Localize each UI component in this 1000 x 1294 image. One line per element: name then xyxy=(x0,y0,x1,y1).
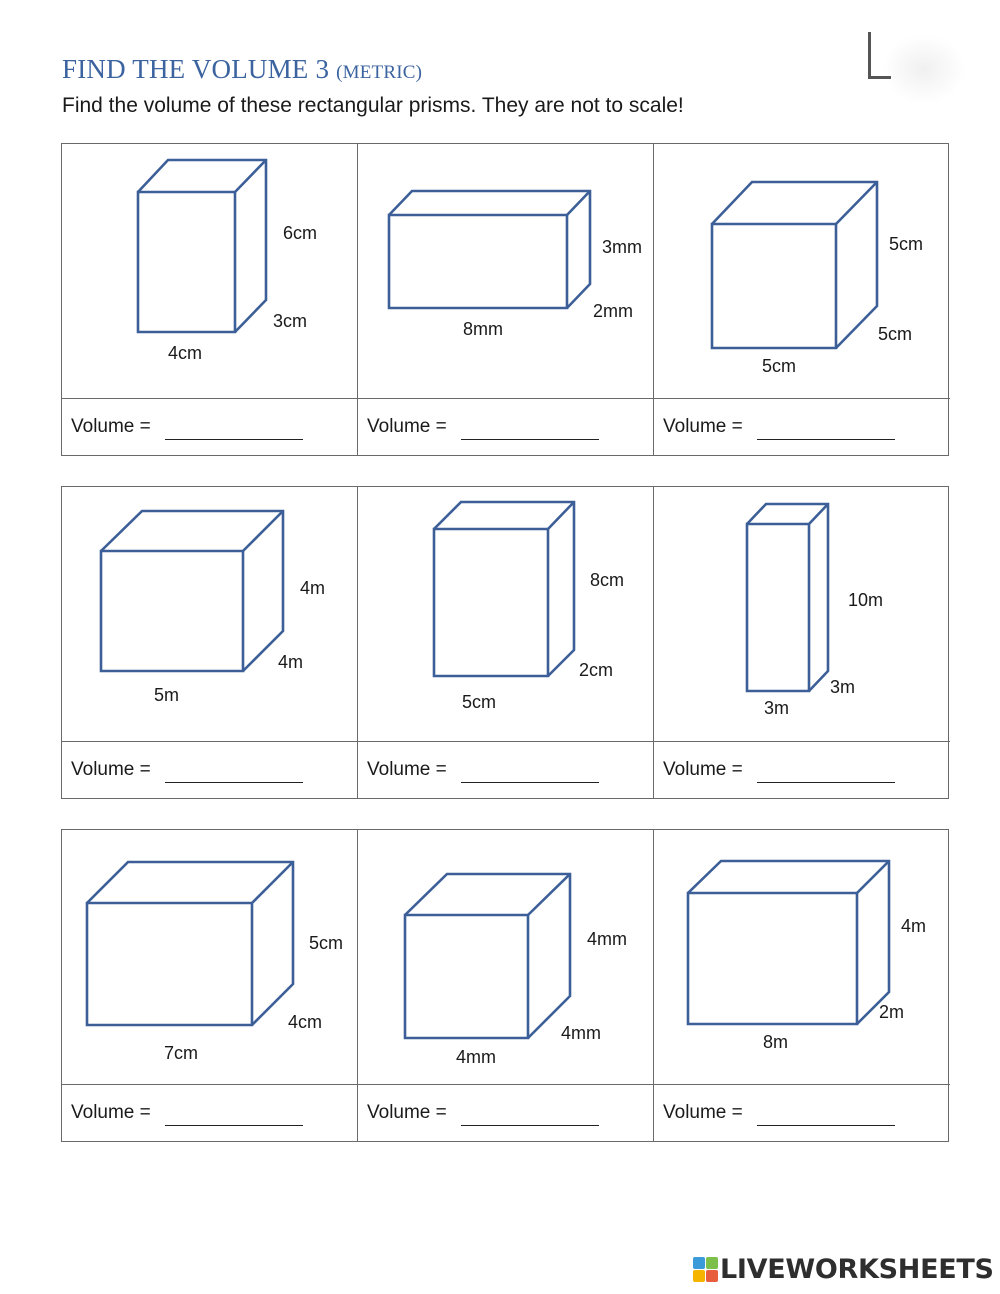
prism-figure xyxy=(358,830,653,1085)
width-label: 3m xyxy=(764,698,790,718)
answer-area xyxy=(358,399,653,455)
problem-9 xyxy=(654,830,950,1141)
problem-1 xyxy=(62,144,358,455)
width-label: 7cm xyxy=(164,1043,199,1063)
instructions: Find the volume of these rectangular prisms. They are not to scale! xyxy=(62,94,684,117)
height-label: 4mm xyxy=(587,929,627,949)
volume-answer-input[interactable] xyxy=(757,782,895,783)
corner-shade xyxy=(882,34,966,104)
height-label: 4m xyxy=(300,578,326,598)
height-label: 10m xyxy=(848,590,884,610)
page-title-suffix: (METRIC) xyxy=(336,62,423,83)
width-label: 4mm xyxy=(456,1047,496,1067)
liveworksheets-logo-icon xyxy=(693,1257,718,1282)
prism-figure xyxy=(62,144,357,399)
liveworksheets-logo[interactable] xyxy=(693,1254,994,1284)
width-label: 8m xyxy=(763,1032,789,1052)
answer-area xyxy=(358,742,653,798)
prism-drawing xyxy=(62,830,358,1084)
volume-answer-input[interactable] xyxy=(165,782,303,783)
prism-drawing xyxy=(358,144,654,398)
volume-label: Volume = xyxy=(367,1102,447,1123)
depth-label: 2mm xyxy=(593,301,633,321)
brand-name: LIVEWORKSHEETS xyxy=(720,1253,994,1285)
prism-drawing xyxy=(62,487,358,741)
problem-5 xyxy=(358,487,654,798)
volume-label: Volume = xyxy=(663,416,743,437)
prism-drawing xyxy=(654,830,950,1084)
problem-6 xyxy=(654,487,950,798)
height-label: 5cm xyxy=(309,933,344,953)
page-title: FIND THE VOLUME 3 (METRIC) xyxy=(62,54,423,84)
prism-figure xyxy=(62,830,357,1085)
answer-area xyxy=(62,399,357,455)
volume-label: Volume = xyxy=(367,416,447,437)
corner-mark-icon xyxy=(868,32,891,79)
volume-label: Volume = xyxy=(71,1102,151,1123)
prism-figure xyxy=(654,830,950,1085)
volume-answer-input[interactable] xyxy=(165,1125,303,1126)
volume-label: Volume = xyxy=(663,1102,743,1123)
prism-figure xyxy=(358,487,653,742)
depth-label: 4mm xyxy=(561,1023,601,1043)
volume-answer-input[interactable] xyxy=(757,1125,895,1126)
depth-label: 4m xyxy=(278,652,304,672)
depth-label: 5cm xyxy=(878,324,913,344)
answer-area xyxy=(62,1085,357,1141)
answer-area xyxy=(358,1085,653,1141)
prism-figure xyxy=(62,487,357,742)
problem-row-2 xyxy=(61,486,949,799)
prism-drawing xyxy=(358,487,654,741)
volume-label: Volume = xyxy=(71,759,151,780)
prism-drawing xyxy=(654,487,950,741)
answer-area xyxy=(654,399,950,455)
answer-area xyxy=(654,1085,950,1141)
volume-answer-input[interactable] xyxy=(461,782,599,783)
width-label: 5cm xyxy=(462,692,497,712)
volume-label: Volume = xyxy=(367,759,447,780)
prism-drawing xyxy=(62,144,358,398)
width-label: 8mm xyxy=(463,319,503,339)
answer-area xyxy=(654,742,950,798)
problem-row-1 xyxy=(61,143,949,456)
height-label: 8cm xyxy=(590,570,625,590)
answer-area xyxy=(62,742,357,798)
width-label: 4cm xyxy=(168,343,203,363)
height-label: 4m xyxy=(901,916,927,936)
problem-3 xyxy=(654,144,950,455)
height-label: 5cm xyxy=(889,234,924,254)
height-label: 6cm xyxy=(283,223,318,243)
volume-label: Volume = xyxy=(71,416,151,437)
volume-answer-input[interactable] xyxy=(757,439,895,440)
problem-row-3 xyxy=(61,829,949,1142)
volume-answer-input[interactable] xyxy=(461,439,599,440)
depth-label: 3m xyxy=(830,677,856,697)
problem-8 xyxy=(358,830,654,1141)
width-label: 5m xyxy=(154,685,180,705)
volume-label: Volume = xyxy=(663,759,743,780)
width-label: 5cm xyxy=(762,356,797,376)
prism-figure xyxy=(358,144,653,399)
volume-answer-input[interactable] xyxy=(165,439,303,440)
problem-2 xyxy=(358,144,654,455)
depth-label: 2m xyxy=(879,1002,905,1022)
problem-4 xyxy=(62,487,358,798)
height-label: 3mm xyxy=(602,237,642,257)
prism-figure xyxy=(654,487,950,742)
depth-label: 2cm xyxy=(579,660,614,680)
depth-label: 4cm xyxy=(288,1012,323,1032)
volume-answer-input[interactable] xyxy=(461,1125,599,1126)
prism-figure xyxy=(654,144,950,399)
prism-drawing xyxy=(358,830,654,1084)
problem-7 xyxy=(62,830,358,1141)
prism-drawing xyxy=(654,144,950,398)
depth-label: 3cm xyxy=(273,311,308,331)
